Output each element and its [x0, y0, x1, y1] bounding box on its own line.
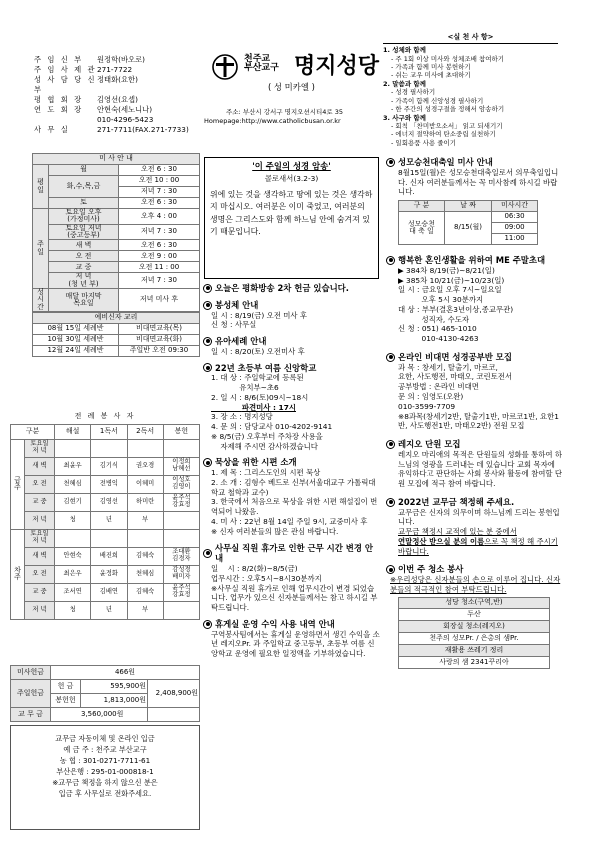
table-row — [33, 224, 200, 240]
bible-body — [386, 363, 564, 431]
assumption-label: 성모승천 대 축 일 — [399, 212, 445, 245]
collection-value: 466원 — [51, 666, 200, 680]
table-row — [33, 324, 200, 335]
servers-cell: 김현기 — [55, 493, 91, 511]
assumption-time: 09:00 — [492, 223, 538, 234]
servers-cell: 천혜심 — [55, 475, 91, 493]
account-line: 교무금 자동이체 및 온라인 입금 — [55, 734, 155, 743]
notice-line: 1. 제 목 : 그리스도인의 시편 묵상 — [211, 468, 321, 478]
mass-day: 오 전 — [49, 251, 119, 262]
servers-cell: 오 전 — [25, 565, 55, 583]
servers-cell — [163, 601, 199, 619]
info-label: 연 도 회 장 — [34, 105, 84, 115]
notice-line: ※ 신자 여러분들의 많은 관심 바랍니다. — [211, 526, 339, 536]
edu-type: 비대면교육(목) — [119, 324, 200, 335]
homepage: Homepage:http://www.catholicbusan.or.kr — [204, 117, 341, 126]
servers-cell: 안현숙 — [55, 547, 91, 565]
servers-cell: 토요일 저 녁 — [25, 529, 55, 547]
info-value: 정태화(요한) — [97, 75, 138, 85]
servers-cell: 부 — [127, 601, 163, 619]
notice-line: 일 시 : 8/19(금) 오전 미사 후 — [211, 310, 308, 320]
notice-title — [203, 300, 381, 311]
table-row — [399, 632, 550, 644]
bullet-icon — [203, 363, 212, 372]
table-row — [399, 201, 538, 212]
account-line: 입금 후 사무실로 전화주세요. — [58, 788, 152, 798]
table-row — [33, 273, 200, 289]
collection-label: 주일헌금 — [11, 680, 51, 708]
account-box — [10, 725, 200, 830]
marriage-line: 일 시 : 금요일 오후 7시~일요일 — [398, 285, 502, 295]
servers-section — [10, 410, 200, 620]
servers-cell: 청 — [55, 511, 91, 529]
church-title — [208, 52, 383, 100]
mass-time: 저녁 7 : 30 — [119, 224, 200, 240]
servers-cell: 새 벽 — [25, 547, 55, 565]
marriage-line: 신 청 : 051) 465-1010 — [398, 324, 477, 334]
table-row — [399, 212, 538, 223]
cleaning-text: ※우리성당은 신자분들의 손으로 이루어 집니다. 신자분들의 적극적인 참여 부탁드립니다. — [390, 575, 561, 594]
table-row — [33, 198, 200, 209]
table-row — [399, 620, 550, 632]
virtue-item: - 가족과 함께 미사 봉헌하기 — [391, 62, 471, 71]
address: 주소: 부산시 강서구 명지오션시티4로 35 — [226, 108, 344, 116]
notice-line: 2. 일 시 : 8/6(토)09시~18시 — [211, 392, 309, 402]
table-row — [11, 475, 200, 493]
collection-label: 교 무 금 — [11, 708, 51, 722]
servers-cell: 감성경 배미자 — [163, 565, 199, 583]
table-row — [33, 313, 200, 324]
virtue-item: - 일회용품 사용 줄이기 — [391, 138, 457, 147]
virtue-item: - 한 주간의 성경구절을 정해서 암송하기 — [391, 105, 505, 114]
church-info — [34, 55, 204, 136]
virtue-group-title: 3. 사구와 함께 — [383, 113, 426, 122]
virtue-item: - 주 1회 이상 미사와 성체조배 참여하기 — [391, 54, 505, 63]
servers-cell: 윤정화 — [91, 565, 127, 583]
edu-class: 12월 24일 세례반 — [33, 346, 119, 357]
servers-header: 2독서 — [127, 424, 163, 439]
notice-line: 4. 미 사 : 22년 8월 14일 주일 9시, 교중미사 후 — [211, 517, 368, 526]
table-row — [11, 708, 200, 722]
church-name: 명지성당 — [294, 53, 380, 79]
table-row — [11, 511, 200, 529]
bullet-icon — [203, 458, 212, 467]
notice-title-text: 유아세례 안내 — [215, 336, 267, 347]
servers-header: 구분 — [11, 424, 55, 439]
cleaning-header: 성당 청소(구역,반) — [399, 597, 550, 608]
notice-line: 유치부~초6 — [211, 383, 279, 393]
mass-day: 월 — [49, 165, 119, 176]
gospel-ref: 콜로새서(3.2-3) — [264, 173, 319, 183]
cleaning-cell: 재활용 쓰레기 정리 — [399, 644, 550, 656]
mass-time: 오전 10 : 00 — [119, 176, 200, 187]
mass-time: 저녁 7 : 30 — [119, 273, 200, 289]
right-column — [386, 157, 564, 669]
mass-group: 성 시간 — [33, 289, 49, 312]
bullet-icon — [203, 284, 212, 293]
servers-cell: 김혜숙 — [127, 547, 163, 565]
assumption-date: 8/15(월) — [444, 212, 491, 245]
servers-cell: 김배연 — [91, 583, 127, 601]
bullet-icon — [203, 620, 212, 629]
collection-value: 595,900원 — [81, 680, 148, 694]
servers-title: 전 례 봉 사 자 — [74, 412, 136, 421]
notice-line: 파견미사 : 17시 — [211, 402, 296, 412]
table-row — [11, 583, 200, 601]
collection-table — [10, 665, 200, 722]
bullet-icon — [203, 549, 212, 558]
servers-header: 봉헌 — [163, 424, 199, 439]
servers-week: 금 주 — [11, 439, 25, 529]
table-row — [11, 529, 200, 547]
diocese-label: 천주교 부산교구 — [244, 54, 279, 74]
notice-line: 일 시 : 8/2(화)~8/5(금) — [211, 564, 298, 574]
table-row — [33, 240, 200, 251]
tithe-text2: 교무금 책정시 교적에 있는 분 중에서 — [398, 527, 517, 537]
address-block — [204, 108, 344, 126]
table-row — [11, 457, 200, 475]
servers-header: 해설 — [55, 424, 91, 439]
servers-cell — [163, 511, 199, 529]
virtue-group-title: 1. 성체와 함께 — [383, 46, 426, 55]
notice-title — [203, 619, 381, 630]
table-row — [11, 424, 200, 439]
table-row — [33, 289, 200, 312]
table-row — [11, 601, 200, 619]
servers-cell: 최은우 — [55, 565, 91, 583]
account-line: ※교무금 책정을 하지 않으신 분은 — [52, 777, 158, 787]
table-row — [11, 410, 200, 424]
servers-cell: 새 벽 — [25, 457, 55, 475]
marriage-body — [386, 266, 564, 344]
table-row — [399, 608, 550, 620]
info-label: 사 무 실 — [34, 125, 70, 135]
table-row — [33, 209, 200, 225]
assumption-header: 미사시간 — [492, 201, 538, 212]
info-label: 평 협 회 장 — [34, 95, 84, 105]
info-row — [34, 65, 204, 75]
mass-day: 토요일 오후 (가정미사) — [49, 209, 119, 225]
notice-title-text: 사무실 직원 휴가로 인한 근무 시간 변경 안내 — [215, 542, 373, 564]
servers-cell: 교 중 — [25, 493, 55, 511]
bible-line: 010-3599-7709 — [398, 401, 456, 411]
collection-empty — [148, 708, 200, 722]
info-label: 주 임 신 부 — [34, 55, 84, 64]
bible-line: 공부방법 : 온라인 비대면 — [398, 382, 479, 392]
assumption-table — [398, 200, 538, 245]
legio-text: 레지오 마리애의 목적은 단원들의 성화를 통하여 하느님의 영광을 드러내는 데 있습니다 교회 목자에 유익하다고 판단하는 사회 봉사와 활동에 참여할 단원 모집에 적극 참여 바랍니다. — [398, 449, 563, 489]
tithe-title: 2022년 교무금 책정해 주세요. — [386, 497, 564, 508]
mass-table — [32, 153, 200, 312]
servers-cell — [55, 439, 91, 457]
collection-total: 2,408,900원 — [148, 680, 200, 708]
servers-cell: 이혜미 — [127, 475, 163, 493]
mass-day: 토 — [49, 198, 119, 209]
servers-cell: 윤주석 강효정 — [163, 583, 199, 601]
cleaning-cell: 사랑의 샘 2341꾸리아 — [399, 656, 550, 668]
servers-cell — [127, 529, 163, 547]
assumption-text: 8월15일(월)은 성모승천대축일로서 의무축일입니다. 신자 여러분들께서는 꼭 미사참례 하시길 바랍니다. — [398, 167, 559, 197]
gospel-text: 위에 있는 것을 생각하고 땅에 있는 것은 생각하지 마십시오. 여러분은 이미 죽었고, 여러분의 생명은 그리스도와 함께 하느님 안에 숨겨져 있기 때문입니다. — [210, 190, 373, 236]
virtue-item: - 가족이 함께 신앙성경 필사하기 — [391, 96, 484, 105]
notice-title-text: 22년 초등부 여름 신앙학교 — [215, 362, 317, 373]
bullet-icon — [203, 301, 212, 310]
bullet-icon — [386, 158, 395, 167]
table-row — [11, 439, 200, 457]
servers-cell: 이정희 남혜선 — [163, 457, 199, 475]
mass-time: 오전 9 : 00 — [119, 251, 200, 262]
servers-cell: 년 — [91, 511, 127, 529]
notice-line: 일 시 : 8/20(토) 오전미사 후 — [211, 346, 305, 356]
middle-column — [203, 283, 381, 659]
cleaning-cell: 두산 — [399, 608, 550, 620]
assumption-header: 날 짜 — [444, 201, 491, 212]
virtue-box — [383, 33, 558, 156]
table-row — [399, 644, 550, 656]
table-row — [33, 165, 200, 176]
mass-time: 저녁 미사 후 — [119, 289, 200, 312]
cleaning-cell: 천주의 성모Pr. / 은총의 샘Pr. — [399, 632, 550, 644]
tithe-text4: 으로 꼭 책정 해 주시기 바랍니다. — [398, 536, 558, 556]
notice-line: 2. 소 개 : 김형수 베드로 신부(서울대교구 가톨릭대학교 철학과 교수) — [211, 477, 376, 497]
notice-title-text: 휴게실 운영 수익 사용 내역 안내 — [215, 618, 335, 629]
gospel-box — [204, 157, 379, 279]
servers-cell: 이성호 김영이 — [163, 475, 199, 493]
bible-line: ※8과목(창세기2반, 탈출기1반, 마르코1반, 요한1반, 사도행전1반, 마태오2반) 전원 모집 — [398, 411, 559, 431]
table-row — [33, 154, 200, 165]
info-row — [34, 55, 204, 65]
notice-title — [203, 336, 381, 347]
bullet-icon — [386, 565, 395, 574]
notice-line: 4. 문 의 : 담당교사 010-4202-9141 — [211, 422, 333, 432]
virtue-item: - 에너지 절약하여 탄소중립 실천하기 — [391, 130, 496, 139]
legio-title: 레지오 단원 모집 — [386, 439, 564, 450]
bible-line: 문 의 : 임영도(오완) — [398, 391, 464, 401]
mass-time: 오전 6 : 30 — [119, 198, 200, 209]
servers-cell: 저 녁 — [25, 601, 55, 619]
servers-table — [10, 410, 200, 620]
info-value: 안현숙(세노니나) — [97, 105, 153, 115]
bullet-icon — [386, 256, 395, 265]
mass-day: 교 중 — [49, 262, 119, 273]
edu-class: 10월 30일 세례반 — [33, 335, 119, 346]
bullet-icon — [386, 353, 395, 362]
table-row — [399, 656, 550, 668]
collection-sub: 봉헌헌 — [51, 694, 81, 708]
mass-day: 토요일 저녁 (중고등부) — [49, 224, 119, 240]
notice-line: ※사무실 직원 휴가로 인해 업무시간이 변경 되었습니다. 업무가 있으신 신자분들께서는 참고 하시길 부탁드립니다. — [211, 583, 378, 613]
notice-line: 구역봉사팀에서는 휴게실 운영하면서 생긴 수익을 소년 레지오Pr. 과 주일학교 중고등부, 초등부 여름 신앙학교 운영에 필요한 일정액을 기부하였습니다. — [211, 629, 380, 659]
info-label — [34, 115, 97, 125]
tithe-body — [386, 508, 564, 557]
cleaning-cell: 회장실 청소(레지오) — [399, 620, 550, 632]
mass-group: 주 일 — [33, 209, 49, 289]
notice-line: ※ 8/5(금) 오후부터 주차장 사용을 — [211, 431, 323, 441]
marriage-title: 행복한 혼인생활을 위하여 ME 주말초대 — [386, 255, 564, 266]
collection-sub: 헌 금 — [51, 680, 81, 694]
servers-cell: 저 녁 — [25, 511, 55, 529]
cleaning-title: 이번 주 청소 봉사 — [386, 564, 564, 575]
assumption-time: 11:00 — [492, 234, 538, 245]
notice-line: 자제해 주시면 감사하겠습니다 — [211, 441, 318, 451]
servers-cell: 조서연 — [55, 583, 91, 601]
mass-day: 저 녁 (청 년 부) — [49, 273, 119, 289]
servers-cell: 조대환 김경자 — [163, 547, 199, 565]
mass-title: 미 사 안 내 — [33, 154, 200, 165]
servers-cell — [91, 439, 127, 457]
mass-day: 화,수,목,금 — [49, 176, 119, 198]
assumption-title: 성모승천대축일 미사 안내 — [386, 157, 564, 168]
collection-value: 3,560,000원 — [51, 708, 148, 722]
table-row — [11, 565, 200, 583]
edu-type: 비대면교육(화) — [119, 335, 200, 346]
marriage-line: 성직자, 수도자 — [398, 314, 470, 324]
table-row — [33, 346, 200, 357]
info-value: 김영선(요셉) — [97, 95, 138, 105]
table-row — [11, 547, 200, 565]
servers-cell: 김혜숙 — [127, 583, 163, 601]
mass-time: 오전 6 : 30 — [119, 240, 200, 251]
marriage-line: ▶ 385차 10/21(금)~10/23(일) — [398, 275, 505, 285]
marriage-line: 대 상 : 부부(결혼3년이상,종교무관) — [398, 304, 514, 314]
marriage-line: ▶ 384차 8/19(금)~8/21(일) — [398, 265, 495, 275]
collection-value: 1,813,000원 — [81, 694, 148, 708]
servers-cell: 토요일 저 녁 — [25, 439, 55, 457]
table-row — [11, 666, 200, 680]
bullet-icon — [203, 337, 212, 346]
notice-title — [203, 363, 381, 374]
marriage-line: 010-4130-4263 — [398, 334, 479, 344]
notice-line: 1. 대 상 : 주일학교에 등록된 — [211, 373, 304, 383]
servers-cell: 부 — [127, 511, 163, 529]
mass-section — [32, 153, 200, 357]
gospel-title: '이 주일의 성경 암송' — [252, 161, 331, 171]
virtue-item: - 성경 필사하기 — [391, 88, 436, 97]
assumption-time: 06:30 — [492, 212, 538, 223]
virtue-group-title: 2. 말씀과 함께 — [383, 79, 426, 88]
info-value: 010-4296-5423 — [97, 115, 154, 125]
servers-cell: 배진희 — [91, 547, 127, 565]
servers-cell: 교 중 — [25, 583, 55, 601]
mass-time: 오후 4 : 00 — [119, 209, 200, 225]
servers-cell — [127, 439, 163, 457]
notice-line: 3. 장 소 : 명지성당 — [211, 412, 273, 422]
table-row — [33, 251, 200, 262]
info-label: 성 사 담 당 신 부 — [34, 75, 97, 95]
info-value: 271-7711(FAX.271-7733) — [97, 125, 189, 135]
info-value: 271-7722 — [97, 65, 133, 75]
servers-cell: 김영선 — [91, 493, 127, 511]
account-line: 농 협 : 301-0271-7711-61 — [59, 755, 151, 765]
bible-line: 요한, 사도행전, 마태오, 코린토전서 — [398, 372, 513, 382]
notice-title-text: 오늘은 평화방송 2차 헌금 있습니다. — [215, 283, 349, 293]
virtue-item: - 쉬는 교우 미사에 초대하기 — [391, 71, 471, 80]
info-row — [34, 105, 204, 115]
church-logo-icon — [208, 54, 242, 80]
servers-cell — [55, 529, 91, 547]
notice-title-text: 묵상을 위한 시편 소개 — [215, 457, 297, 468]
servers-cell: 하미란 — [127, 493, 163, 511]
notice-line: 신 청 : 사무실 — [211, 320, 257, 330]
servers-cell: 년 — [91, 601, 127, 619]
servers-cell — [163, 529, 199, 547]
info-label: 주 임 사 제 관 — [34, 65, 97, 75]
notice-title — [203, 283, 381, 294]
tithe-text3: 연말정산 받으실 분의 이름 — [398, 536, 485, 546]
assumption-header: 구 분 — [399, 201, 445, 212]
table-row — [33, 262, 200, 273]
virtue-item: - 회칙 「찬미받으소서」 읽고 되새기기 — [391, 122, 503, 131]
servers-cell: 윤주석 강효정 — [163, 493, 199, 511]
info-row — [34, 75, 204, 95]
bullet-icon — [386, 440, 395, 449]
info-row — [34, 125, 204, 135]
mass-time: 오전 6 : 30 — [119, 165, 200, 176]
edu-table — [32, 312, 200, 357]
mass-time: 오전 11 : 00 — [119, 262, 200, 273]
notice-title — [203, 543, 381, 565]
tithe-text1: 교무금은 신자의 의무이며 하느님께 드리는 봉헌입니다. — [398, 507, 560, 527]
notice-line: 업무시간 : 오후5시~8시30분까지 — [211, 573, 322, 583]
notice-line: 3. 한국에서 처음으로 묵상을 위한 시편 해설집이 번역되어 나왔음. — [211, 497, 378, 517]
edu-class: 08월 15일 세례반 — [33, 324, 119, 335]
patron-label: ( 성 미카엘 ) — [268, 82, 315, 92]
account-line: 예 금 주 : 천주교 부산교구 — [63, 744, 147, 754]
account-line: 부산은행 : 295-01-000818-1 — [56, 766, 154, 776]
table-row — [33, 176, 200, 187]
bullet-icon — [386, 498, 395, 507]
bible-title: 온라인 비대면 성경공부반 모집 — [386, 352, 564, 363]
notice-title — [203, 457, 381, 468]
servers-cell: 오 전 — [25, 475, 55, 493]
servers-header: 1독서 — [91, 424, 127, 439]
servers-cell — [163, 439, 199, 457]
edu-title: 예비신자 교리 — [33, 313, 200, 324]
table-row — [399, 597, 550, 608]
mass-day: 매달 마지막 목요일 — [49, 289, 119, 312]
notice-title-text: 봉성체 안내 — [215, 299, 259, 310]
mass-time: 저녁 7 : 30 — [119, 187, 200, 198]
table-row — [11, 493, 200, 511]
servers-cell — [91, 529, 127, 547]
info-value: 원정학(바오로) — [97, 55, 145, 64]
mass-group: 평 일 — [33, 165, 49, 209]
table-row — [11, 680, 200, 694]
servers-cell: 김기식 — [91, 457, 127, 475]
cleaning-table — [398, 597, 550, 669]
collection-label: 미사헌금 — [11, 666, 51, 680]
collection-section — [10, 665, 200, 722]
info-row — [34, 115, 204, 125]
info-row — [34, 95, 204, 105]
servers-cell: 최윤우 — [55, 457, 91, 475]
servers-cell: 천혜심 — [127, 565, 163, 583]
mass-day: 새 벽 — [49, 240, 119, 251]
servers-cell: 전병익 — [91, 475, 127, 493]
virtue-title: <실 천 사 항> — [383, 33, 558, 44]
servers-cell: 청 — [55, 601, 91, 619]
servers-week: 차 주 — [11, 529, 25, 619]
marriage-line: 오후 5시 30분까지 — [398, 295, 484, 305]
bible-line: 과 목 : 창세기, 탈출기, 마르코, — [398, 362, 498, 372]
table-row — [33, 335, 200, 346]
servers-cell: 권오경 — [127, 457, 163, 475]
edu-type: 주일반 오전 09:30 — [119, 346, 200, 357]
